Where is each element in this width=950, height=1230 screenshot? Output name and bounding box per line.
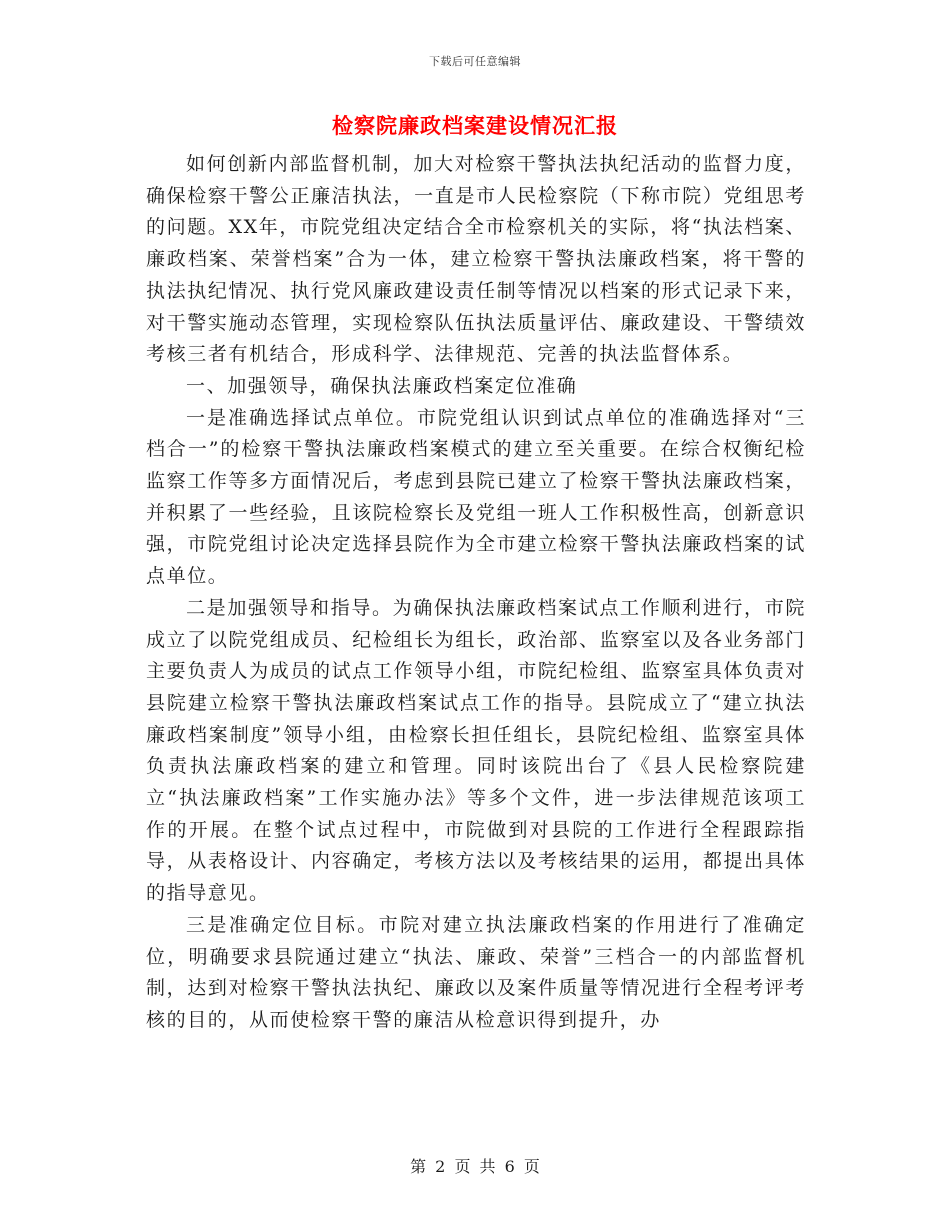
header-note: 下载后可任意编辑 — [429, 55, 521, 68]
paragraph-goal-positioning: 三是准确定位目标。市院对建立执法廉政档案的作用进行了准确定位，明确要求县院通过建立“执法、廉政、荣誉”三档合一的内部监督机制，达到对检察干警执法执纪、廉政以及案件质量等情况进行全程考评考核的目的，从而使检察干警的廉洁从检意识得到提升，办 — [146, 913, 806, 1031]
section-heading-1: 一、加强领导，确保执法廉政档案定位准确 — [186, 374, 578, 397]
document-body — [146, 149, 806, 1037]
paragraph-leadership-guidance: 二是加强领导和指导。为确保执法廉政档案试点工作顺利进行，市院成立了以院党组成员、纪检组长为组长，政治部、监察室以及各业务部门主要负责人为成员的试点工作领导小组，市院纪检组、监察室具体负责对县院建立检察干警执法廉政档案试点工作的指导。县院成立了“建立执法廉政档案制度”领导小组，由检察长担任组长，县院纪检组、监察室具体负责执法廉政档案的建立和管理。同时该院出台了《县人民检察院建立“执法廉政档案”工作实施办法》等多个文件，进一步法律规范该项工作的开展。在整个试点过程中，市院做到对县院的工作进行全程跟踪指导，从表格设计、内容确定，考核方法以及考核结果的运用，都提出具体的指导意见。 — [146, 596, 806, 905]
paragraph-intro: 如何创新内部监督机制，加大对检察干警执法执纪活动的监督力度，确保检察干警公正廉洁执法，一直是市人民检察院（下称市院）党组思考的问题。XX年，市院党组决定结合全市检察机关的实际，将“执法档案、廉政档案、荣誉档案”合为一体，建立检察干警执法廉政档案，将干警的执法执纪情况、执行党风廉政建设责任制等情况以档案的形式记录下来，对干警实施动态管理，实现检察队伍执法质量评估、廉政建设、干警绩效考核三者有机结合，形成科学、法律规范、完善的执法监督体系。 — [146, 153, 806, 366]
document-title: 检察院廉政档案建设情况汇报 — [332, 113, 618, 138]
paragraph-pilot-selection: 一是准确选择试点单位。市院党组认识到试点单位的准确选择对“三档合一”的检察干警执法廉政档案模式的建立至关重要。在综合权衡纪检监察工作等多方面情况后，考虑到县院已建立了检察干警执法廉政档案，并积累了一些经验，且该院检察长及党组一班人工作积极性高，创新意识强，市院党组讨论决定选择县院作为全市建立检察干警执法廉政档案的试点单位。 — [146, 406, 806, 588]
page-number: 第 2 页 共 6 页 — [410, 1157, 540, 1176]
